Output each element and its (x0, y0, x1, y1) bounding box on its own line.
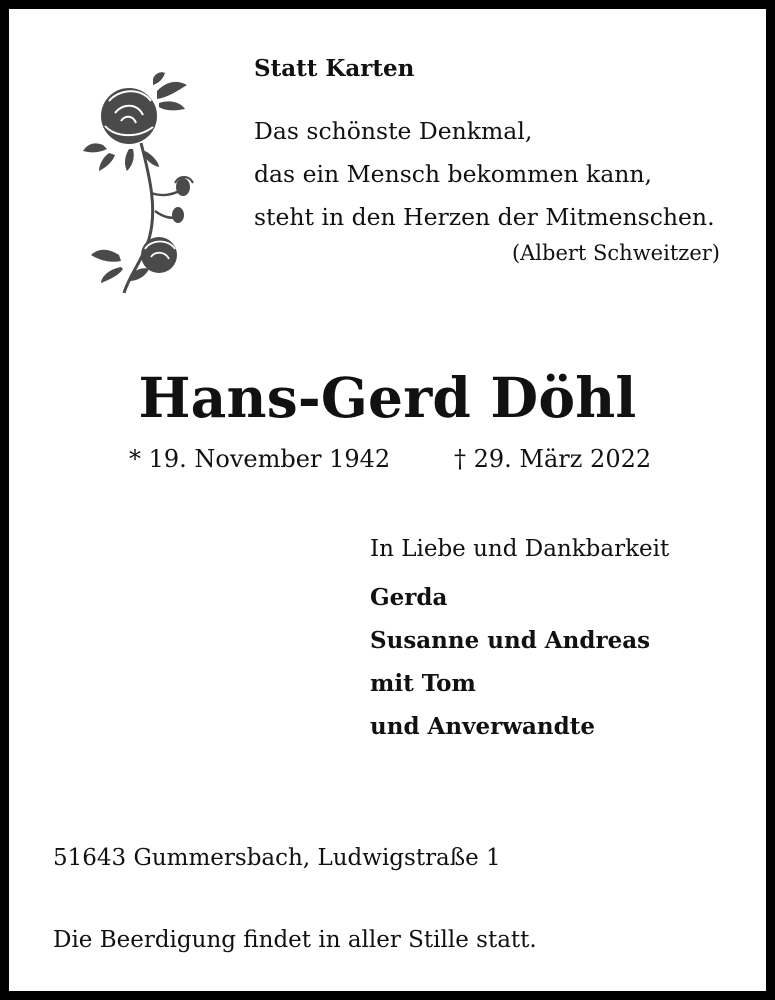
heading-statt-karten: Statt Karten (254, 55, 415, 82)
address: 51643 Gummersbach, Ludwigstraße 1 (53, 845, 501, 871)
deceased-name: Hans-Gerd Döhl (138, 365, 637, 430)
mourners-block (370, 536, 669, 748)
quote-line: steht in den Herzen der Mitmenschen. (254, 203, 715, 231)
mourners-intro: In Liebe und Dankbarkeit (370, 536, 670, 562)
quote-line: Das schönste Denkmal, (254, 117, 533, 145)
mourner-name: und Anverwandte (370, 713, 595, 740)
death-date: † 29. März 2022 (454, 445, 652, 473)
funeral-note: Die Beerdigung findet in aller Stille statt. (53, 927, 537, 953)
mourner-name: Gerda (370, 584, 448, 611)
mourner-name: mit Tom (370, 670, 476, 697)
mourner-name: Susanne und Andreas (370, 627, 651, 654)
birth-date: * 19. November 1942 (129, 445, 391, 473)
quote-line: das ein Mensch bekommen kann, (254, 160, 652, 188)
quote (254, 110, 715, 239)
rose-icon (79, 71, 199, 296)
quote-author: (Albert Schweitzer) (511, 241, 720, 265)
life-dates (129, 445, 652, 473)
